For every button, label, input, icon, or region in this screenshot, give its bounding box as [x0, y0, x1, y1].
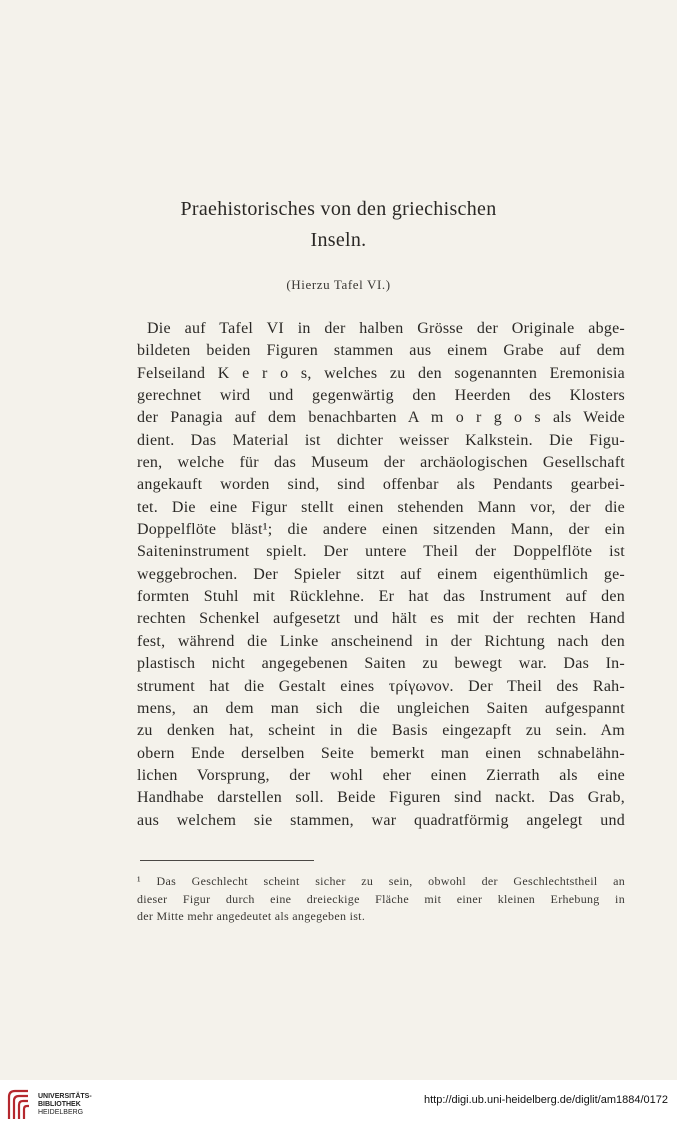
body-line: angekauft worden sind, sind offenbar als Pendants gearbei-	[137, 476, 625, 494]
article-title-line-2: Inseln.	[310, 229, 367, 251]
body-line: lichen Vorsprung, der wohl eher einen Zierrath als eine	[137, 766, 625, 784]
permalink-url[interactable]: http://digi.ub.uni-heidelberg.de/diglit/am1884/0172	[423, 1094, 668, 1106]
footnote-line: dieser Figur durch eine dreieckige Fläche mit einer kleinen Erhebung in	[137, 891, 625, 906]
body-line: ren, welche für das Museum der archäologischen Gesellschaft	[137, 454, 625, 472]
body-line: der Panagia auf dem benachbarten A m o r g o s als Weide	[137, 409, 625, 427]
library-logo-icon[interactable]	[6, 1088, 32, 1122]
body-line: dient. Das Material ist dichter weisser Kalkstein. Die Figu-	[137, 431, 625, 449]
body-line: strument hat die Gestalt eines τρίγωνον. Der Theil des Rah-	[137, 677, 625, 695]
body-line: plastisch nicht angegebenen Saiten zu bewegt war. Das In-	[137, 655, 625, 673]
body-line: obern Ende derselben Seite bemerkt man einen schnabelähn-	[137, 744, 625, 762]
logo-line-3: HEIDELBERG	[38, 1109, 84, 1116]
body-line: fest, während die Linke anscheinend in der Richtung nach den	[137, 632, 625, 650]
logo-line-2: BIBLIOTHEK	[38, 1101, 81, 1108]
body-line: bildeten beiden Figuren stammen aus einem Grabe auf dem	[137, 342, 625, 360]
body-line: zu denken hat, scheint in die Basis eingezapft zu sein. Am	[137, 722, 625, 740]
body-text	[137, 318, 625, 832]
library-logo-text	[38, 1093, 92, 1117]
footnote-divider	[140, 860, 314, 861]
footnote-line: ¹ Das Geschlecht scheint sicher zu sein, obwohl der Geschlechtstheil an	[137, 874, 625, 888]
body-line: mens, an dem man sich die ungleichen Saiten aufgespannt	[137, 699, 625, 717]
logo-line-1: UNIVERSITÄTS-	[38, 1093, 92, 1100]
body-line: weggebrochen. Der Spieler sitzt auf einem eigenthümlich ge-	[137, 565, 625, 583]
footnote-line: der Mitte mehr angedeutet als angegeben ist.	[137, 909, 366, 923]
body-line: Handhabe darstellen soll. Beide Figuren sind nackt. Das Grab,	[137, 789, 625, 807]
article-title-line-1: Praehistorisches von den griechischen	[180, 198, 497, 220]
body-line: Doppelflöte bläst¹; die andere einen sitzenden Mann, der ein	[137, 521, 625, 539]
footnote	[137, 873, 625, 926]
body-line: tet. Die eine Figur stellt einen stehenden Mann vor, der die	[137, 498, 625, 516]
body-line: aus welchem sie stammen, war quadratförmig angelegt und	[137, 811, 625, 829]
body-line: gerechnet wird und gegenwärtig den Heerden des Klosters	[137, 387, 625, 405]
body-line: formten Stuhl mit Rücklehne. Er hat das Instrument auf den	[137, 588, 625, 606]
body-line: Saiteninstrument spielt. Der untere Theil der Doppelflöte ist	[137, 543, 625, 561]
body-line: rechten Schenkel aufgesetzt und hält es mit der rechten Hand	[137, 610, 625, 628]
body-line: Die auf Tafel VI in der halben Grösse der Originale abge-	[147, 320, 625, 337]
article-subtitle: (Hierzu Tafel VI.)	[286, 277, 391, 292]
body-line: Felseiland K e r o s, welches zu den sogenannten Eremonisia	[137, 364, 625, 382]
